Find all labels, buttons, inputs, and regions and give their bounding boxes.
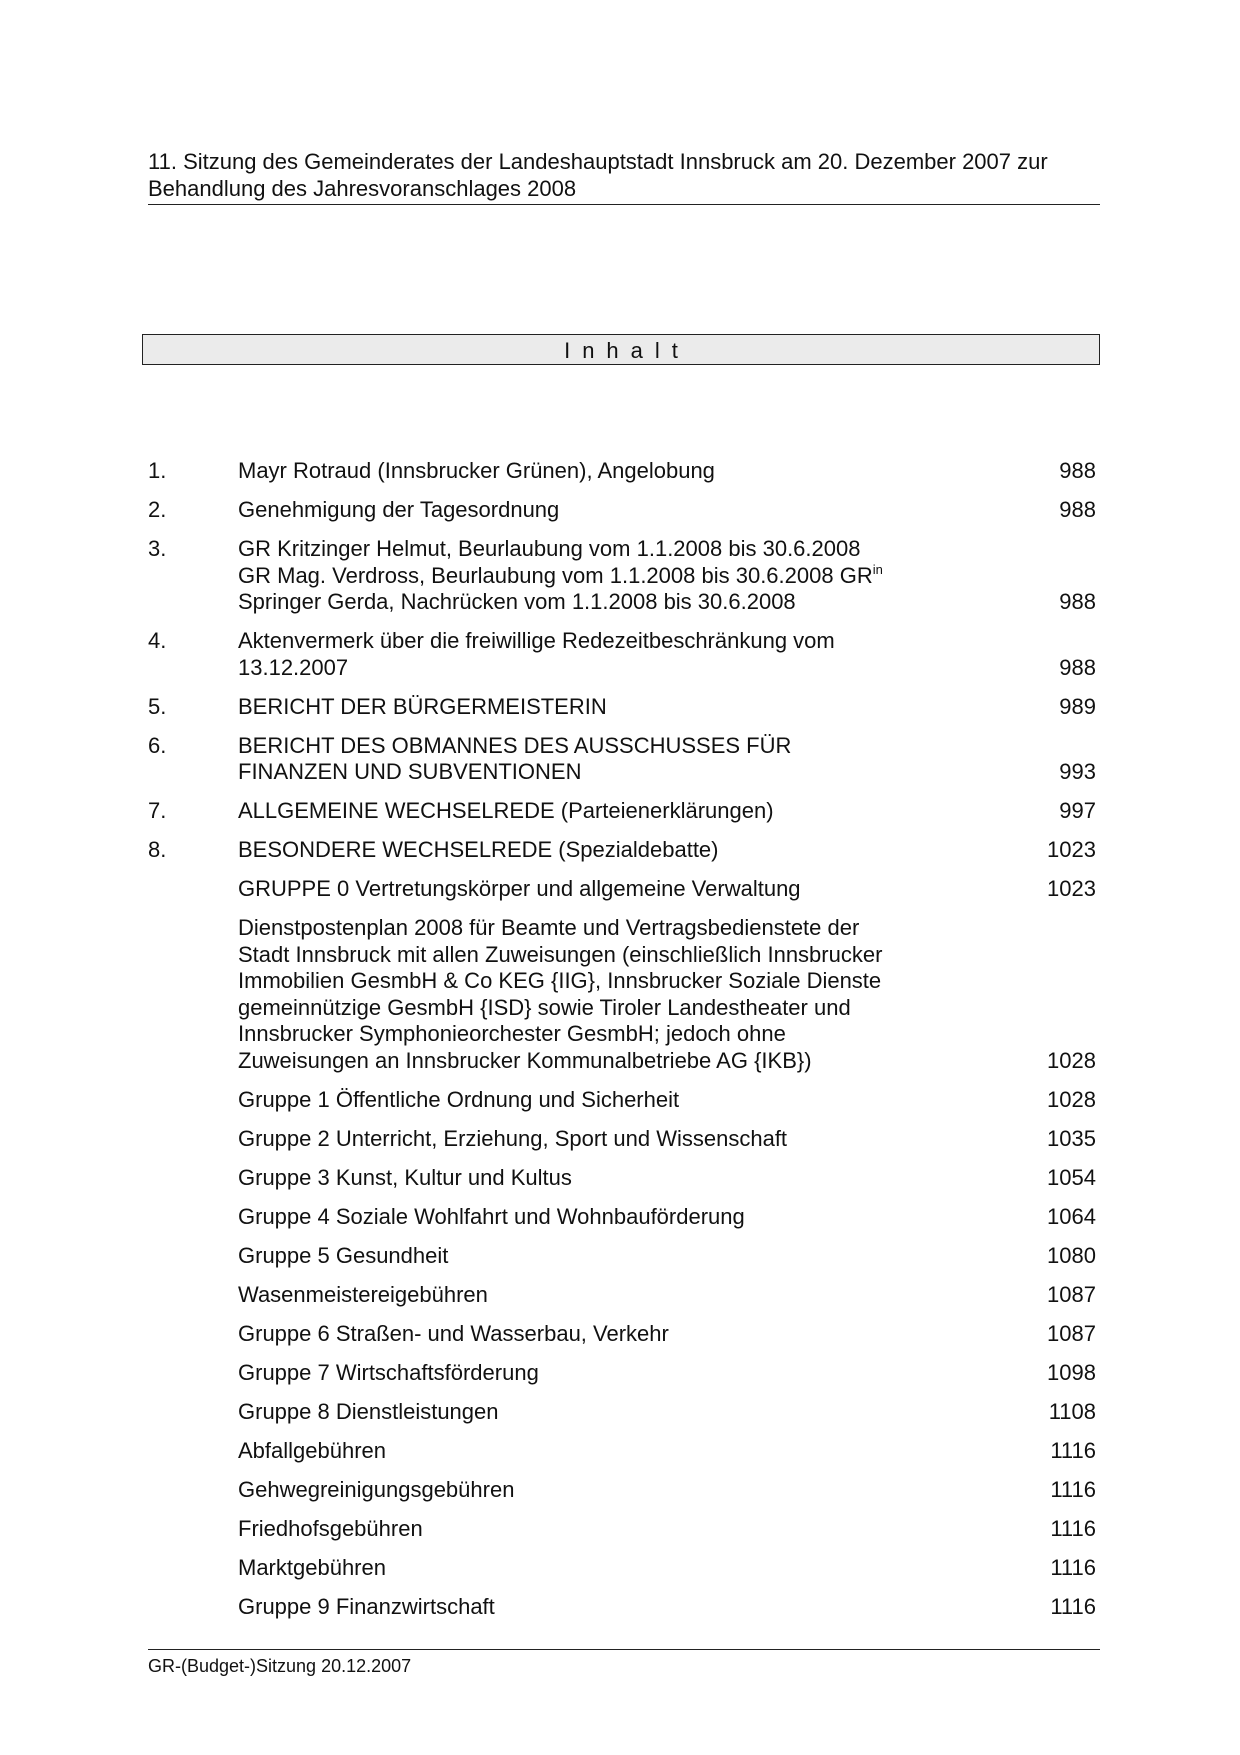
toc-entry-title: BERICHT DER BÜRGERMEISTERIN xyxy=(238,693,607,719)
toc-entry-title: Gehwegreinigungsgebühren xyxy=(238,1476,515,1502)
toc-entry-title: Abfallgebühren xyxy=(238,1437,387,1463)
toc-entry-number: 4. xyxy=(148,628,167,653)
superscript-in: in xyxy=(872,561,883,577)
toc-entry-title: Gruppe 5 Gesundheit xyxy=(238,1242,449,1268)
toc-entry-7 xyxy=(148,798,1096,825)
toc-entry-page: 988 xyxy=(1059,589,1096,614)
toc-entry-page: 1108 xyxy=(1048,1398,1096,1424)
toc-entry-title: Marktgebühren xyxy=(238,1554,386,1580)
toc-entry-page: 1098 xyxy=(1047,1359,1096,1385)
toc-entry-6 xyxy=(148,733,1096,786)
toc-entry-title: Gruppe 7 Wirtschaftsförderung xyxy=(238,1359,539,1385)
toc-entry-title: GRUPPE 0 Vertretungskörper und allgemeine Verwaltung xyxy=(238,876,801,901)
toc-entry-number: 1. xyxy=(148,458,167,483)
toc-subentry-gruppe-9 xyxy=(148,1594,1096,1621)
toc-entry-title-part-a: GR Kritzinger Helmut, Beurlaubung vom 1.1.2008 bis 30.6.2008 GR Mag. Verdross, Beurlaubung vom 1.1.2008 bis 30.6.2008 GR xyxy=(238,536,873,588)
toc-entry-number: 3. xyxy=(148,536,167,561)
toc-entry-title: Gruppe 3 Kunst, Kultur und Kultus xyxy=(238,1164,572,1190)
header-line-1: 11. Sitzung des Gemeinderates der Landeshauptstadt Innsbruck am 20. Dezember 2007 zur xyxy=(148,149,1048,174)
toc-entry-2 xyxy=(148,497,1096,524)
footer-text: GR-(Budget-)Sitzung 20.12.2007 xyxy=(148,1656,412,1676)
toc-entry-title: Gruppe 6 Straßen- und Wasserbau, Verkehr xyxy=(238,1320,669,1346)
toc-entry-title: Genehmigung der Tagesordnung xyxy=(238,497,560,522)
toc-entry-title: Gruppe 1 Öffentliche Ordnung und Sicherheit xyxy=(238,1086,680,1112)
toc-entry-5 xyxy=(148,694,1096,721)
toc-entry-page: 1023 xyxy=(1047,876,1096,901)
toc-entry-page: 1064 xyxy=(1047,1203,1096,1229)
toc-entry-page: 1116 xyxy=(1050,1554,1096,1580)
toc-entry-page: 1028 xyxy=(1047,1047,1096,1073)
toc-entry-page: 1116 xyxy=(1050,1593,1096,1619)
toc-entry-page: 1116 xyxy=(1050,1437,1096,1463)
toc-subentry-gruppe-2 xyxy=(148,1126,1096,1153)
toc-subentry-gruppe-6 xyxy=(148,1321,1096,1348)
toc-entry-3 xyxy=(148,536,1096,616)
toc-entry-title: Gruppe 2 Unterricht, Erziehung, Sport und Wissenschaft xyxy=(238,1125,788,1151)
toc-subentry-dienstpostenplan xyxy=(148,915,1096,1074)
toc-subentry-gruppe-4 xyxy=(148,1204,1096,1231)
toc-entry-number: 7. xyxy=(148,798,167,823)
toc-entry-title: Wasenmeistereigebühren xyxy=(238,1281,488,1307)
toc-entry-number: 5. xyxy=(148,693,167,719)
document-footer xyxy=(148,1649,1100,1677)
toc-entry-page: 1023 xyxy=(1047,837,1096,862)
toc-heading: Inhalt xyxy=(564,338,690,363)
toc-subentry-gruppe-3 xyxy=(148,1165,1096,1192)
toc-entry-page: 997 xyxy=(1059,798,1096,823)
toc-entry-title: Gruppe 8 Dienstleistungen xyxy=(238,1398,499,1424)
toc-entry-page: 1028 xyxy=(1047,1086,1096,1112)
toc-entry-number: 8. xyxy=(148,837,167,862)
toc-entry-number: 2. xyxy=(148,497,167,522)
toc-entry-page: 988 xyxy=(1059,654,1096,680)
toc-entry-page: 1080 xyxy=(1047,1242,1096,1268)
toc-entry-page: 1087 xyxy=(1047,1320,1096,1346)
toc-subentry-gruppe-0 xyxy=(148,876,1096,903)
toc-entry-page: 989 xyxy=(1059,693,1096,719)
toc-entry-8 xyxy=(148,837,1096,864)
toc-subentry-gehweg xyxy=(148,1477,1096,1504)
toc-entry-page: 1116 xyxy=(1050,1476,1096,1502)
toc-subentry-gruppe-5 xyxy=(148,1243,1096,1270)
toc-entry-title xyxy=(238,536,1063,616)
toc-entry-title: Aktenvermerk über die freiwillige Redezeitbeschränkung vom 13.12.2007 xyxy=(238,628,835,680)
toc-entry-title: Gruppe 4 Soziale Wohlfahrt und Wohnbauförderung xyxy=(238,1203,745,1229)
toc-subentry-wasenmeister xyxy=(148,1282,1096,1309)
toc-entry-page: 988 xyxy=(1059,458,1096,483)
toc-entry-title: ALLGEMEINE WECHSELREDE (Parteienerklärungen) xyxy=(238,798,774,823)
toc-entry-page: 1087 xyxy=(1047,1281,1096,1307)
table-of-contents xyxy=(148,458,1096,1633)
toc-subentry-gruppe-1 xyxy=(148,1087,1096,1114)
toc-subentry-gruppe-7 xyxy=(148,1360,1096,1387)
toc-entry-1 xyxy=(148,458,1096,485)
document-header xyxy=(148,148,1100,205)
toc-subentry-markt xyxy=(148,1555,1096,1582)
toc-heading-box xyxy=(142,334,1100,365)
toc-entry-title: Dienstpostenplan 2008 für Beamte und Vertragsbedienstete der Stadt Innsbruck mit allen Zuweisungen (einschließlich Innsbrucker Immobilien GesmbH & Co KEG {IIG}, Innsbrucker Soziale Dienste gemeinnützige GesmbH {ISD} sowie Tiroler Landestheater und Innsbrucker Symphonieorchester GesmbH; jedoch ohne Zuweisungen an Innsbrucker Kommunalbetriebe AG {IKB}) xyxy=(238,915,883,1073)
toc-entry-title: Mayr Rotraud (Innsbrucker Grünen), Angelobung xyxy=(238,458,715,483)
toc-entry-title-part-b: Springer Gerda, Nachrücken vom 1.1.2008 bis 30.6.2008 xyxy=(238,589,796,614)
toc-entry-title: BERICHT DES OBMANNES DES AUSSCHUSSES FÜR FINANZEN UND SUBVENTIONEN xyxy=(238,732,792,784)
toc-entry-title: BESONDERE WECHSELREDE (Spezialdebatte) xyxy=(238,837,719,862)
toc-entry-page: 988 xyxy=(1059,497,1096,522)
toc-entry-title: Gruppe 9 Finanzwirtschaft xyxy=(238,1593,495,1619)
toc-subentry-abfall xyxy=(148,1438,1096,1465)
toc-subentry-friedhof xyxy=(148,1516,1096,1543)
toc-entry-title: Friedhofsgebühren xyxy=(238,1515,423,1541)
toc-entry-page: 1054 xyxy=(1047,1164,1096,1190)
header-line-2: Behandlung des Jahresvoranschlages 2008 xyxy=(148,176,577,201)
toc-subentry-gruppe-8 xyxy=(148,1399,1096,1426)
toc-entry-page: 1116 xyxy=(1050,1515,1096,1541)
toc-entry-number: 6. xyxy=(148,732,167,758)
toc-entry-4 xyxy=(148,628,1096,681)
toc-entry-page: 993 xyxy=(1059,759,1096,784)
toc-entry-page: 1035 xyxy=(1047,1125,1096,1151)
